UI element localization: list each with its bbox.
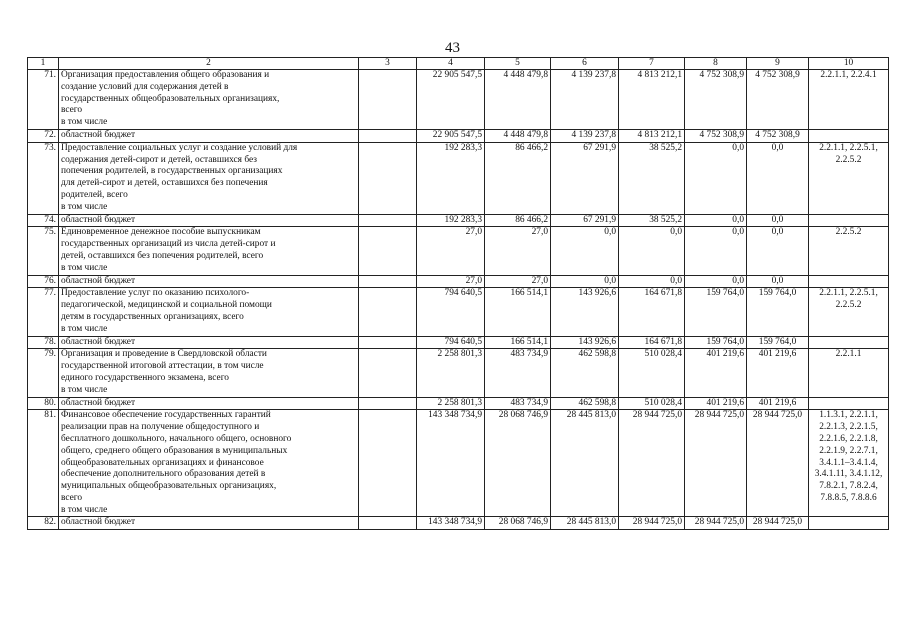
row-name-line: Организация предоставления общего образования и: [61, 70, 270, 80]
row-name-cell: [59, 397, 359, 410]
amount-cell: 401 219,6: [747, 397, 809, 410]
amount-cell: 4 752 308,9: [685, 129, 747, 142]
row-name-cell: [59, 517, 359, 530]
target-index-line: 7.8.8.5, 7.8.8.6: [820, 492, 877, 503]
table-row: [28, 70, 889, 130]
column-header: 7: [619, 58, 685, 70]
amount-cell: 0,0: [685, 275, 747, 288]
target-index-line: 2.2.1.3, 2.2.1.5,: [819, 422, 878, 433]
row-name-line: в том числе: [61, 117, 108, 128]
amount-cell: 28 445 813,0: [551, 517, 619, 530]
target-index-cell: [809, 336, 889, 349]
column-3-cell: [359, 129, 417, 142]
row-name-line: общеобразовательных организациях и финансовое: [61, 457, 264, 468]
column-3-cell: [359, 214, 417, 227]
row-name-line: государственных общеобразовательных организациях,: [61, 93, 280, 104]
target-index-line: 2.2.5.2: [835, 154, 862, 165]
table-row: [28, 129, 889, 142]
column-number-row: [28, 58, 889, 70]
row-number-cell: 71.: [28, 70, 59, 130]
table-row: [28, 227, 889, 275]
amount-cell: 462 598,8: [551, 349, 619, 397]
amount-cell: 143 348 734,9: [417, 517, 485, 530]
amount-cell: 27,0: [417, 227, 485, 275]
column-3-cell: [359, 517, 417, 530]
amount-cell: 0,0: [747, 214, 809, 227]
row-name-line: областной бюджет: [61, 397, 136, 408]
page-number: 43: [445, 40, 460, 56]
amount-cell: 0,0: [747, 275, 809, 288]
table-row: [28, 214, 889, 227]
amount-cell: 401 219,6: [685, 397, 747, 410]
amount-cell: 164 671,8: [619, 336, 685, 349]
target-index-line: 2.2.5.2: [835, 300, 862, 311]
column-header: 4: [417, 58, 485, 70]
table-row: [28, 336, 889, 349]
amount-cell: 28 944 725,0: [619, 517, 685, 530]
amount-cell: 2 258 801,3: [417, 397, 485, 410]
amount-cell: 27,0: [485, 275, 551, 288]
table-row: [28, 275, 889, 288]
target-index-line: 2.2.5.2: [835, 227, 862, 238]
row-name-line: Предоставление услуг по оказанию психолого-: [61, 288, 250, 299]
row-name-line: муниципальных общеобразовательных организациях,: [61, 481, 277, 492]
column-header: 2: [59, 58, 359, 70]
row-name-cell: [59, 142, 359, 214]
amount-cell: 401 219,6: [685, 349, 747, 397]
amount-cell: 38 525,2: [619, 142, 685, 214]
target-index-line: 2.2.1.1, 2.2.5.1,: [819, 142, 878, 153]
amount-cell: 483 734,9: [485, 349, 551, 397]
amount-cell: 28 944 725,0: [685, 517, 747, 530]
target-index-cell: [809, 70, 889, 130]
column-header: 8: [685, 58, 747, 70]
amount-cell: 27,0: [485, 227, 551, 275]
row-name-line: государственной итоговой аттестации, в том числе: [61, 361, 264, 372]
row-name-line: попечения родителей, в государственных организациях: [61, 166, 283, 177]
amount-cell: 4 448 479,8: [485, 129, 551, 142]
column-3-cell: [359, 410, 417, 517]
row-name-line: государственных организаций из числа детей-сирот и: [61, 239, 276, 250]
row-name-line: Организация и проведение в Свердловской области: [61, 349, 267, 360]
amount-cell: 4 448 479,8: [485, 70, 551, 130]
row-name-line: областной бюджет: [61, 517, 136, 528]
amount-cell: 28 944 725,0: [685, 410, 747, 517]
row-name-line: единого государственного экзамена, всего: [61, 372, 229, 383]
target-index-line: 2.2.1.1, 2.2.5.1,: [819, 288, 878, 299]
amount-cell: 0,0: [685, 142, 747, 214]
row-name-cell: [59, 410, 359, 517]
row-name-line: в том числе: [61, 201, 108, 212]
amount-cell: 86 466,2: [485, 142, 551, 214]
target-index-cell: [809, 288, 889, 336]
row-number-cell: 80.: [28, 397, 59, 410]
table-row: [28, 288, 889, 336]
column-3-cell: [359, 275, 417, 288]
amount-cell: 0,0: [619, 227, 685, 275]
target-index-line: 2.2.1.6, 2.2.1.8,: [819, 433, 878, 444]
row-number-cell: 73.: [28, 142, 59, 214]
row-name-line: в том числе: [61, 384, 108, 395]
row-name-line: Предоставление социальных услуг и создание условий для: [61, 142, 298, 153]
row-number-cell: 77.: [28, 288, 59, 336]
column-header: 10: [809, 58, 889, 70]
amount-cell: 159 764,0: [685, 336, 747, 349]
amount-cell: 4 813 212,1: [619, 70, 685, 130]
target-index-line: 3.4.1.11, 3.4.1.12,: [814, 469, 883, 480]
row-name-line: обеспечение дополнительного образования детей в: [61, 469, 266, 480]
target-index-cell: [809, 349, 889, 397]
amount-cell: 159 764,0: [747, 336, 809, 349]
row-name-line: всего: [61, 492, 83, 503]
amount-cell: 38 525,2: [619, 214, 685, 227]
column-3-cell: [359, 142, 417, 214]
column-3-cell: [359, 397, 417, 410]
column-3-cell: [359, 336, 417, 349]
row-number-cell: 82.: [28, 517, 59, 530]
row-name-cell: [59, 349, 359, 397]
amount-cell: 159 764,0: [685, 288, 747, 336]
row-name-line: содержания детей-сирот и детей, оставшихся без: [61, 154, 257, 165]
row-number-cell: 79.: [28, 349, 59, 397]
row-name-line: бесплатного дошкольного, начального общего, основного: [61, 433, 292, 444]
row-name-line: Единовременное денежное пособие выпускникам: [61, 227, 261, 238]
row-name-line: создание условий для содержания детей в: [61, 81, 229, 92]
row-name-line: в том числе: [61, 504, 108, 515]
amount-cell: 28 944 725,0: [747, 410, 809, 517]
amount-cell: 192 283,3: [417, 142, 485, 214]
column-header: 5: [485, 58, 551, 70]
column-header: 1: [28, 58, 59, 70]
target-index-cell: [809, 397, 889, 410]
amount-cell: 0,0: [747, 142, 809, 214]
amount-cell: 86 466,2: [485, 214, 551, 227]
row-number-cell: 74.: [28, 214, 59, 227]
row-name-line: для детей-сирот и детей, оставшихся без попечения: [61, 178, 268, 189]
row-name-line: областной бюджет: [61, 129, 136, 140]
row-name-line: областной бюджет: [61, 275, 136, 286]
amount-cell: 4 752 308,9: [685, 70, 747, 130]
amount-cell: 143 926,6: [551, 336, 619, 349]
amount-cell: 0,0: [619, 275, 685, 288]
target-index-cell: [809, 517, 889, 530]
amount-cell: 4 752 308,9: [747, 70, 809, 130]
amount-cell: 510 028,4: [619, 349, 685, 397]
row-name-cell: [59, 70, 359, 130]
row-name-line: областной бюджет: [61, 214, 136, 225]
amount-cell: 510 028,4: [619, 397, 685, 410]
column-3-cell: [359, 227, 417, 275]
amount-cell: 166 514,1: [485, 288, 551, 336]
amount-cell: 483 734,9: [485, 397, 551, 410]
target-index-line: 2.2.1.1, 2.2.4.1: [820, 70, 877, 80]
table-row: [28, 517, 889, 530]
amount-cell: 401 219,6: [747, 349, 809, 397]
target-index-line: 2.2.1.1: [835, 349, 862, 360]
target-index-cell: [809, 410, 889, 517]
row-name-line: в том числе: [61, 262, 108, 273]
amount-cell: 28 068 746,9: [485, 517, 551, 530]
target-index-cell: [809, 227, 889, 275]
column-3-cell: [359, 70, 417, 130]
row-name-line: в том числе: [61, 323, 108, 334]
target-index-line: 2.2.1.9, 2.2.7.1,: [819, 445, 878, 456]
row-number-cell: 75.: [28, 227, 59, 275]
target-index-cell: [809, 275, 889, 288]
table-row: [28, 410, 889, 517]
row-name-cell: [59, 336, 359, 349]
amount-cell: 166 514,1: [485, 336, 551, 349]
row-name-line: всего: [61, 105, 83, 116]
amount-cell: 4 139 237,8: [551, 70, 619, 130]
row-number-cell: 76.: [28, 275, 59, 288]
amount-cell: 143 348 734,9: [417, 410, 485, 517]
amount-cell: 22 905 547,5: [417, 70, 485, 130]
amount-cell: 0,0: [551, 275, 619, 288]
column-header: 6: [551, 58, 619, 70]
amount-cell: 4 752 308,9: [747, 129, 809, 142]
amount-cell: 67 291,9: [551, 214, 619, 227]
amount-cell: 4 139 237,8: [551, 129, 619, 142]
row-name-cell: [59, 214, 359, 227]
row-name-cell: [59, 129, 359, 142]
amount-cell: 794 640,5: [417, 336, 485, 349]
amount-cell: 2 258 801,3: [417, 349, 485, 397]
row-name-line: детей, оставшихся без попечения родителей, всего: [61, 250, 264, 261]
budget-table: [27, 57, 889, 530]
row-number-cell: 78.: [28, 336, 59, 349]
amount-cell: 143 926,6: [551, 288, 619, 336]
amount-cell: 164 671,8: [619, 288, 685, 336]
table-body: [28, 58, 889, 530]
row-number-cell: 81.: [28, 410, 59, 517]
column-3-cell: [359, 288, 417, 336]
table-row: [28, 349, 889, 397]
amount-cell: 22 905 547,5: [417, 129, 485, 142]
amount-cell: 0,0: [685, 227, 747, 275]
target-index-cell: [809, 142, 889, 214]
amount-cell: 28 944 725,0: [747, 517, 809, 530]
table-row: [28, 142, 889, 214]
amount-cell: 28 944 725,0: [619, 410, 685, 517]
row-name-line: Финансовое обеспечение государственных гарантий: [61, 410, 271, 421]
column-header: 9: [747, 58, 809, 70]
amount-cell: 0,0: [685, 214, 747, 227]
amount-cell: 0,0: [551, 227, 619, 275]
amount-cell: 27,0: [417, 275, 485, 288]
amount-cell: 0,0: [747, 227, 809, 275]
amount-cell: 192 283,3: [417, 214, 485, 227]
amount-cell: 159 764,0: [747, 288, 809, 336]
target-index-line: 1.1.3.1, 2.2.1.1,: [819, 410, 878, 421]
amount-cell: 4 813 212,1: [619, 129, 685, 142]
row-name-line: детям в государственных организациях, всего: [61, 311, 244, 322]
amount-cell: 28 068 746,9: [485, 410, 551, 517]
row-name-line: общего, среднего общего образования в муниципальных: [61, 445, 288, 456]
column-3-cell: [359, 349, 417, 397]
amount-cell: 67 291,9: [551, 142, 619, 214]
amount-cell: 462 598,8: [551, 397, 619, 410]
row-name-line: областной бюджет: [61, 336, 136, 347]
target-index-line: 7.8.2.1, 7.8.2.4,: [819, 481, 878, 492]
row-name-cell: [59, 288, 359, 336]
row-number-cell: 72.: [28, 129, 59, 142]
amount-cell: 794 640,5: [417, 288, 485, 336]
row-name-line: родителей, всего: [61, 189, 128, 200]
target-index-cell: [809, 129, 889, 142]
target-index-line: 3.4.1.1–3.4.1.4,: [819, 457, 878, 468]
row-name-line: педагогической, медицинской и социальной помощи: [61, 300, 272, 311]
target-index-cell: [809, 214, 889, 227]
row-name-cell: [59, 227, 359, 275]
amount-cell: 28 445 813,0: [551, 410, 619, 517]
column-header: 3: [359, 58, 417, 70]
row-name-cell: [59, 275, 359, 288]
row-name-line: реализации прав на получение общедоступного и: [61, 422, 260, 433]
table-row: [28, 397, 889, 410]
